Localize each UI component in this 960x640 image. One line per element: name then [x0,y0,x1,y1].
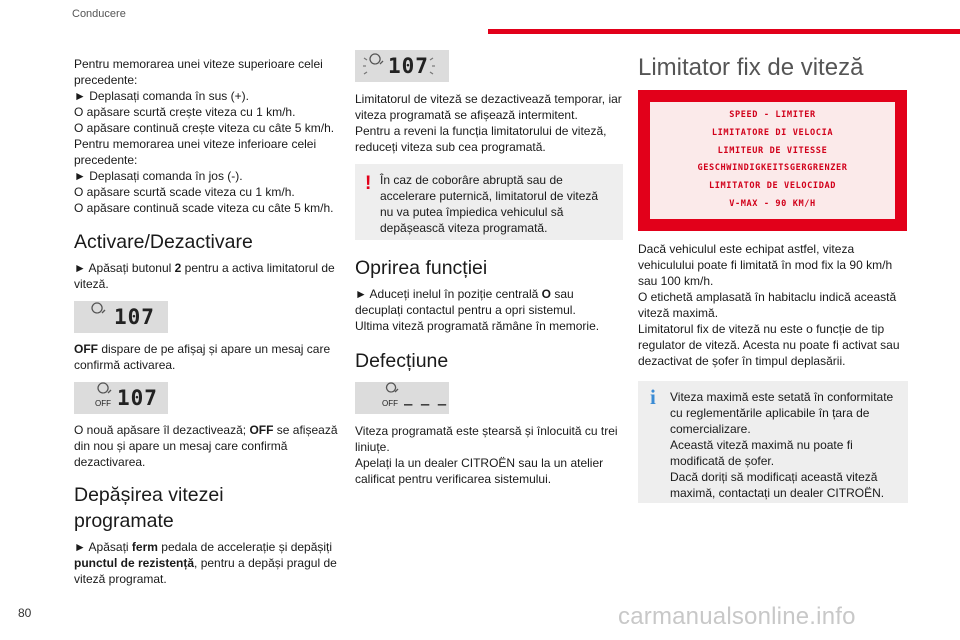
display-dashes: _ _ _ [404,390,447,406]
intro-line: O apăsare scurtă crește viteza cu 1 km/h. [74,105,296,119]
intro-line: O apăsare continuă crește viteza cu câte 5 km/h. [74,121,335,135]
speed-display-fault [355,382,449,414]
stop-memory-text: Ultima viteză programată rămâne în memorie. [355,319,600,333]
warning-note [355,164,623,240]
label-line: V-MAX - 90 KM/H [729,198,816,209]
info-note-text: Viteza maximă este setată în conformitate cu reglementările aplicabile în țara de comercializare. [670,390,894,436]
warning-note-text: În caz de coborâre abruptă sau de accelerare puternică, limitatorul de viteză nu va putea împiedica vehiculul să depășească viteza programată. [380,173,599,235]
blink-text: Pentru a reveni la funcția limitatorului de viteză, reduceți viteza sub cea programată. [355,124,607,154]
section-header: Conducere [72,8,126,20]
intro-line: O apăsare scurtă scade viteza cu 1 km/h. [74,185,295,199]
intro-line: ► Deplasați comanda în jos (-). [74,169,243,183]
exceed-text: ► Apăsați ferm pedala de accelerație și depășiți punctul de rezistență, pentru a depăși pragul de viteză programat. [74,540,337,586]
header-accent-bar [488,29,960,34]
label-line: LIMITEUR DE VITESSE [717,145,828,156]
label-line: LIMITATORE DI VELOCIA [711,127,834,138]
fixed-limiter-text: Limitatorul fix de viteză nu este o funcție de tip regulator de viteză. Acesta nu poate fi activat sau dezactivat de șofer în timpul deplasării. [638,322,900,368]
intro-line: ► Deplasați comanda în sus (+). [74,89,249,103]
display-off-label: OFF [382,399,398,408]
activation-text: ► Apăsați butonul 2 pentru a activa limitatorul de viteză. [74,261,335,291]
fixed-limiter-text: Dacă vehiculul este echipat astfel, viteza vehiculului poate fi limitată în mod fix la 90 km/h sau 100 km/h. [638,242,893,288]
intro-line: Pentru memorarea unei viteze inferioare celei precedente: [74,137,317,167]
label-line: LIMITATOR DE VELOCIDAD [708,181,837,192]
display-speed-value: 107 [388,54,429,78]
fault-heading: Defecțiune [355,350,449,372]
off-disappear-text: OFF dispare de pe afișaj și apare un mesaj care confirmă activarea. [74,342,331,372]
fault-text: Apelați la un dealer CITROËN sau la un atelier calificat pentru verificarea sistemului. [355,456,604,486]
column-middle [355,50,623,487]
warning-exclamation-icon: ! [365,173,372,194]
info-note [638,381,908,503]
speed-display-active [74,301,168,333]
display-speed-value: 107 [114,305,155,329]
stop-text: ► Aduceți inelul în poziție centrală O sau decuplați contactul pentru a opri sistemul. [355,287,576,317]
speed-display-blinking [355,50,449,82]
blink-text: Limitatorul de viteză se dezactivează temporar, iar viteza programată se afișează intermitent. [355,92,622,122]
page-number: 80 [18,606,32,620]
column-left [74,56,342,587]
exceed-heading-line1: Depășirea vitezei [74,484,224,506]
label-line: SPEED - LIMITER [729,110,816,120]
stop-heading: Oprirea funcției [355,257,488,279]
fixed-limiter-heading: Limitator fix de viteză [638,54,864,81]
intro-line: Pentru memorarea unei viteze superioare celei precedente: [74,57,323,87]
info-icon: i [650,385,656,409]
exceed-heading-line2: programate [74,510,174,532]
column-right [638,54,906,503]
label-line: GESCHWINDIGKEITSGERGRENZER [697,163,848,174]
fixed-limiter-text: O etichetă amplasată în habitaclu indică această viteză maximă. [638,290,897,320]
display-off-label: OFF [95,399,111,408]
display-speed-value: 107 [117,386,158,410]
intro-line: O apăsare continuă scade viteza cu câte 5 km/h. [74,201,334,215]
speed-display-off [74,382,168,414]
speed-limiter-label-image [638,90,907,231]
deactivation-text: O nouă apăsare îl dezactivează; OFF se afișează din nou și apare un mesaj care confirmă dezactivarea. [74,423,338,469]
info-note-text: Dacă doriți să modificați această viteză maximă, contactați un dealer CITROËN. [670,470,885,500]
watermark: carmanualsonline.info [618,603,856,630]
info-note-text: Această viteză maximă nu poate fi modificată de șofer. [670,438,853,468]
fault-text: Viteza programată este ștearsă și înlocuită cu trei liniuțe. [355,424,618,454]
activation-heading: Activare/Dezactivare [74,231,253,253]
